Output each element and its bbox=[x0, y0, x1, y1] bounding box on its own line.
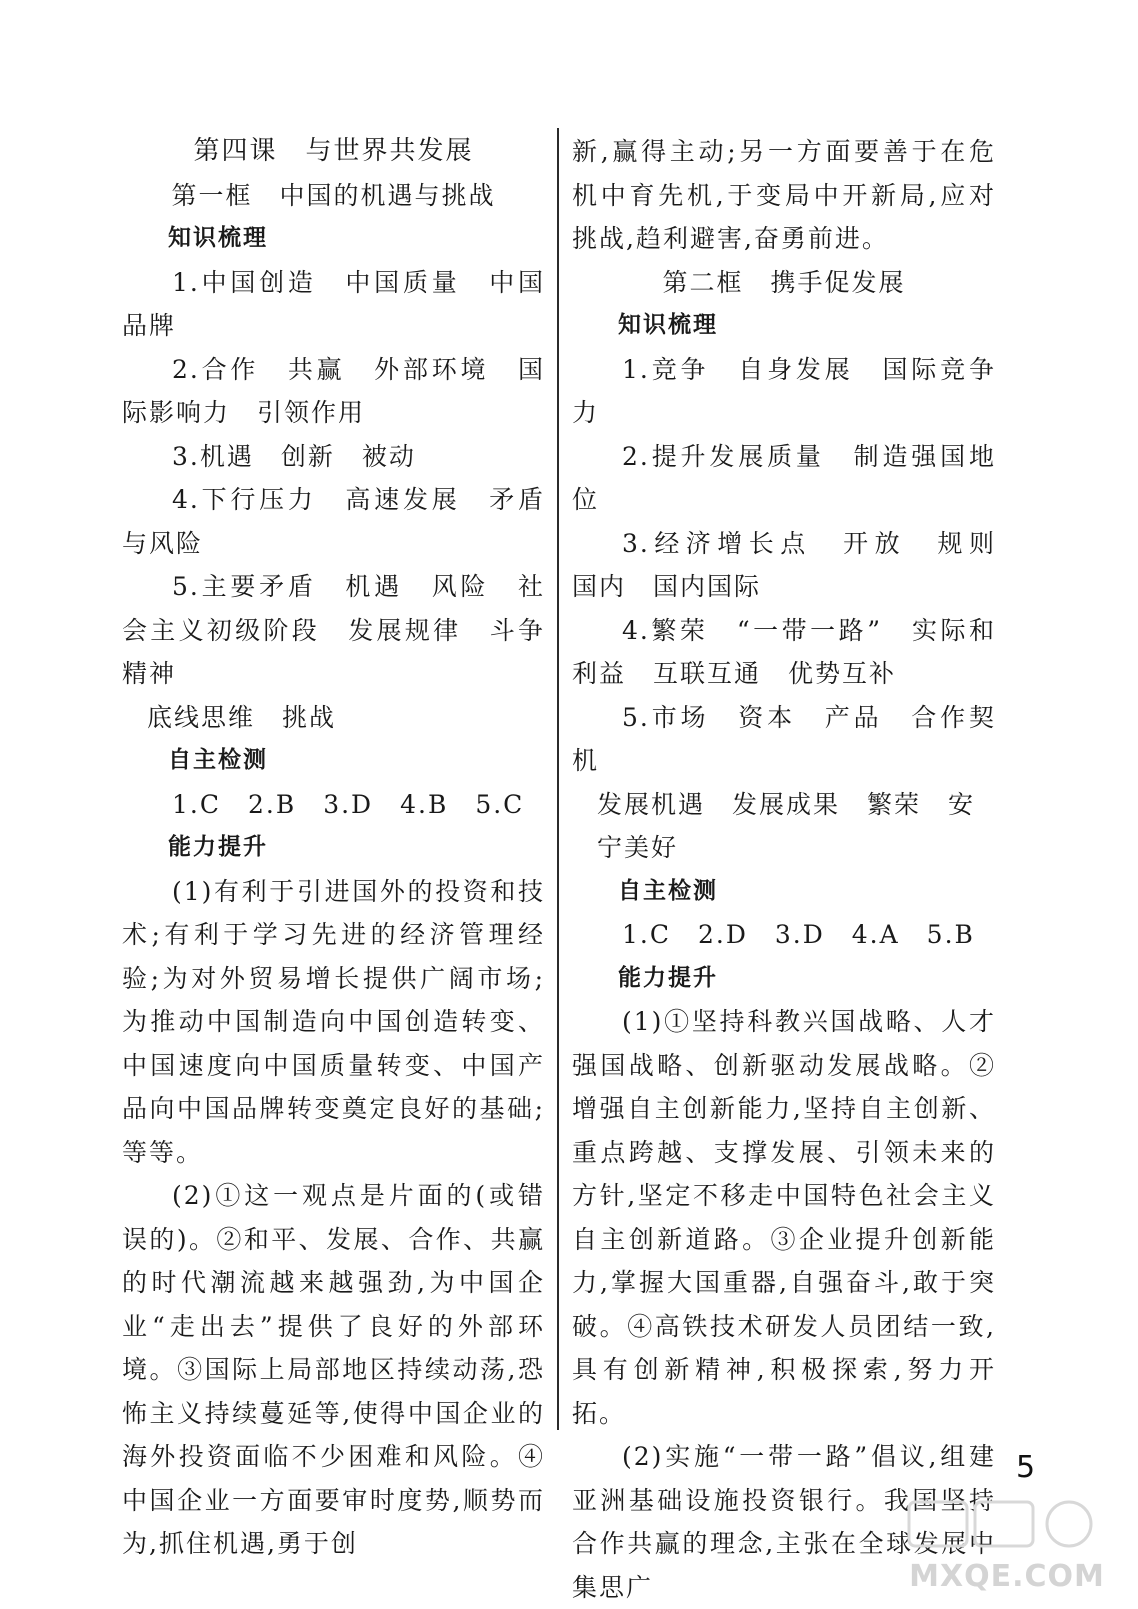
knowledge-item: 1.竞争 自身发展 国际竞争力 bbox=[572, 354, 996, 427]
knowledge-item: 1.中国创造 中国质量 中国品牌 bbox=[122, 267, 545, 340]
knowledge-item: 5.主要矛盾 机遇 风险 社会主义初级阶段 发展规律 斗争精神 bbox=[122, 572, 545, 688]
frame-title-1: 第一框 中国的机遇与挑战 bbox=[171, 180, 496, 210]
self-check-answers: 1.C 2.D 3.D 4.A 5.B bbox=[622, 920, 975, 949]
knowledge-item: 3.经济增长点 开放 规则 国内 国内国际 bbox=[572, 528, 1024, 601]
frame-title-2: 第二框 携手促发展 bbox=[662, 267, 906, 297]
column-divider bbox=[557, 128, 559, 1430]
ability-answer: (2)实施“一带一路”倡议,组建亚洲基础设施投资银行。我国坚持合作共赢的理念,主张在全球发展中集思广 bbox=[572, 1442, 996, 1602]
section-heading-ability: 能力提升 bbox=[168, 834, 268, 860]
watermark-logo bbox=[905, 1498, 1110, 1594]
lesson-title: 第四课 与世界共发展 bbox=[193, 136, 474, 166]
left-column bbox=[122, 130, 545, 1566]
knowledge-item: 5.市场 资本 产品 合作契机 bbox=[572, 702, 996, 775]
section-heading-knowledge: 知识梳理 bbox=[618, 312, 718, 338]
knowledge-item-continued: 底线思维 挑战 bbox=[147, 702, 337, 732]
knowledge-item: 2.提升发展质量 制造强国地位 bbox=[572, 441, 996, 514]
section-heading-self-check: 自主检测 bbox=[168, 747, 268, 773]
knowledge-item: 3.机遇 创新 被动 bbox=[172, 441, 416, 471]
ability-answer: (2)①这一观点是片面的(或错误的)。②和平、发展、合作、共赢的时代潮流越来越强劲,为中国企业“走出去”提供了良好的外部环境。③国际上局部地区持续动荡,恐怖主义持续蔓延等,使得中国企业的海外投资面临不少困难和风险。④中国企业一方面要审时度势,顺势而为,抓住机遇,勇于创 bbox=[122, 1181, 545, 1558]
section-heading-ability: 能力提升 bbox=[618, 964, 718, 991]
self-check-answers: 1.C 2.B 3.D 4.B 5.C bbox=[172, 789, 525, 819]
page-number: 5 bbox=[1016, 1450, 1036, 1485]
continued-text: 新,赢得主动;另一方面要善于在危机中育先机,于变局中开新局,应对挑战,趋利避害,奋勇前进。 bbox=[572, 137, 996, 253]
watermark-text: MXQE.COM bbox=[909, 1559, 1105, 1594]
knowledge-item: 2.合作 共赢 外部环境 国际影响力 引领作用 bbox=[122, 354, 545, 427]
section-heading-knowledge: 知识梳理 bbox=[168, 225, 268, 251]
ability-answer: (1)①坚持科教兴国战略、人才强国战略、创新驱动发展战略。②增强自主创新能力,坚持自主创新、重点跨越、支撑发展、引领未来的方针,坚定不移走中国特色社会主义自主创新道路。③企业提升创新能力,掌握大国重器,自强奋斗,敢于突破。④高铁技术研发人员团结一致,具有创新精神,积极探索,努力开拓。 bbox=[572, 1007, 996, 1428]
section-heading-self-check: 自主检测 bbox=[618, 877, 718, 904]
knowledge-item-continued: 发展机遇 发展成果 繁荣 安宁美好 bbox=[597, 789, 976, 862]
watermark-mark bbox=[909, 1502, 1091, 1546]
knowledge-item: 4.繁荣 “一带一路” 实际和利益 互联互通 优势互补 bbox=[572, 615, 996, 688]
ability-answer: (1)有利于引进国外的投资和技术;有利于学习先进的经济管理经验;为对外贸易增长提供广阔市场;为推动中国制造向中国创造转变、中国速度向中国质量转变、中国产品向中国品牌转变奠定良好的基础;等等。 bbox=[122, 876, 545, 1167]
knowledge-item: 4.下行压力 高速发展 矛盾与风险 bbox=[122, 485, 545, 558]
